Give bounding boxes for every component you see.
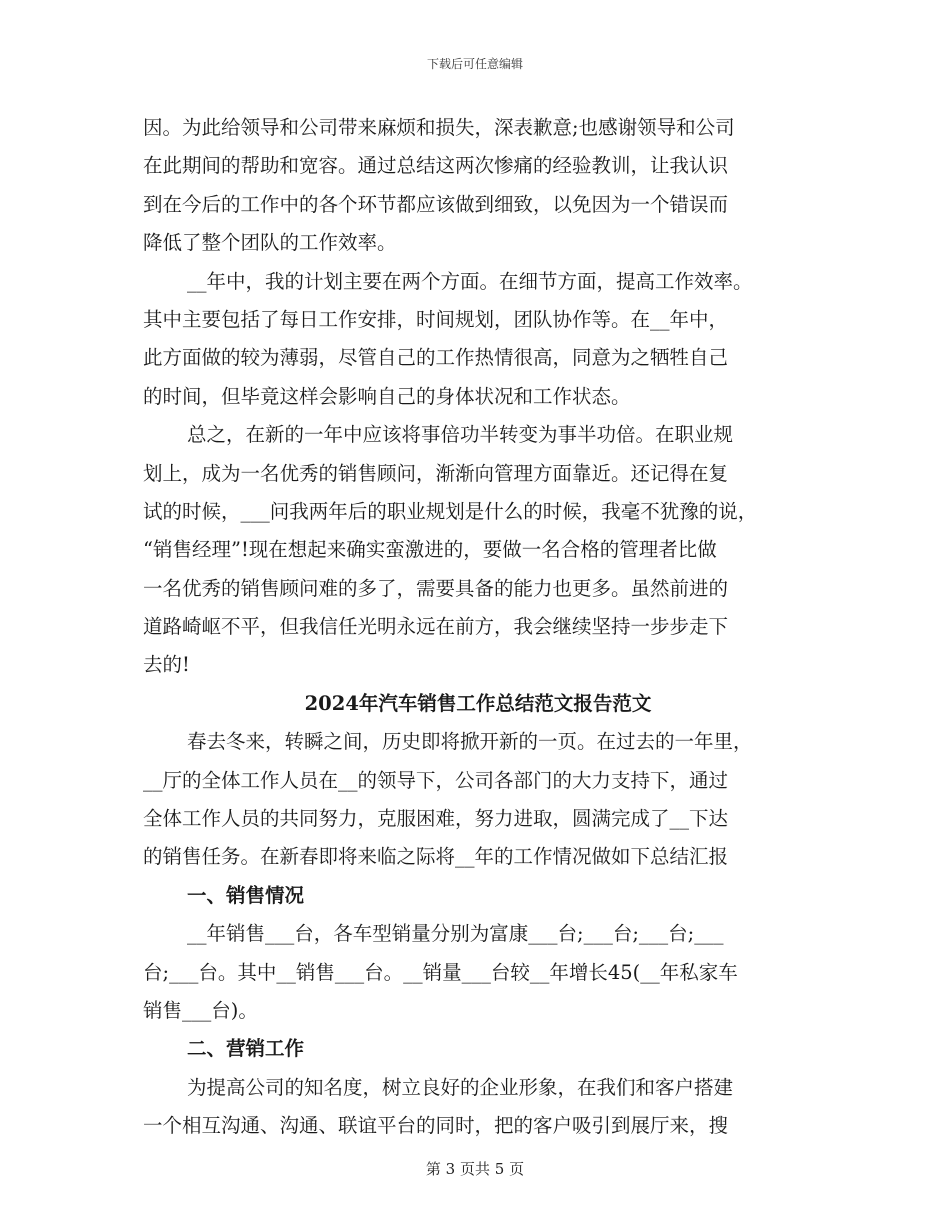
paragraph-line: __年中，我的计划主要在两个方面。在细节方面，提高工作效率。 — [187, 269, 753, 293]
paragraph-line: 其中主要包括了每日工作安排，时间规划，团队协作等。在__年中， — [143, 307, 729, 331]
paragraph-line: 在此期间的帮助和宽容。通过总结这两次惨痛的经验教训，让我认识 — [143, 154, 729, 178]
paragraph-line: 划上，成为一名优秀的销售顾问，渐渐向管理方面靠近。还记得在复 — [143, 461, 729, 485]
paragraph-line: 此方面做的较为薄弱，尽管自己的工作热情很高，同意为之牺牲自己 — [143, 346, 729, 370]
paragraph-line: 的时间，但毕竟这样会影响自己的身体状况和工作状态。 — [143, 384, 631, 408]
paragraph-line: 一名优秀的销售顾问难的多了，需要具备的能力也更多。虽然前进的 — [143, 576, 729, 600]
paragraph-line: 到在今后的工作中的各个环节都应该做到细致，以免因为一个错误而 — [143, 192, 729, 216]
paragraph-line: 为提高公司的知名度，树立良好的企业形象，在我们和客户搭建 — [187, 1075, 734, 1099]
paragraph-line: 总之，在新的一年中应该将事倍功半转变为事半功倍。在职业规 — [187, 423, 734, 447]
paragraph-line: 道路崎岖不平，但我信任光明永远在前方，我会继续坚持一步步走下 — [143, 615, 729, 639]
paragraph-line: __厅的全体工作人员在__的领导下，公司各部门的大力支持下，通过 — [143, 768, 729, 792]
subsection-heading: 二、营销工作 — [187, 1037, 305, 1061]
section-title: 2024年汽车销售工作总结范文报告范文 — [304, 691, 652, 715]
paragraph-line: 降低了整个团队的工作效率。 — [143, 231, 397, 255]
paragraph-line: 试的时候，___问我两年后的职业规划是什么的时候，我毫不犹豫的说， — [143, 499, 758, 523]
subsection-heading: 一、销售情况 — [187, 883, 305, 907]
paragraph-line: 春去冬来，转瞬之间，历史即将掀开新的一页。在过去的一年里， — [187, 730, 753, 754]
document-body — [143, 109, 813, 1146]
paragraph-line: 全体工作人员的共同努力，克服困难，努力进取，圆满完成了__下达 — [143, 807, 729, 831]
paragraph-line: 一个相互沟通、沟通、联谊平台的同时，把的客户吸引到展厅来，搜 — [143, 1114, 729, 1138]
paragraph-line: 因。为此给领导和公司带来麻烦和损失，深表歉意;也感谢领导和公司 — [143, 116, 735, 139]
paragraph-line: __年销售___台，各车型销量分别为富康___台;___台;___台;___ — [187, 922, 724, 946]
paragraph-line: 去的! — [143, 653, 190, 677]
paragraph-line: “销售经理”!现在想起来确实蛮激进的，要做一名合格的管理者比做 — [143, 538, 717, 562]
paragraph-line: 台;___台。其中__销售___台。__销量___台较__年增长45(__年私家车 — [143, 960, 738, 984]
paragraph-line: 销售___台)。 — [143, 998, 258, 1022]
paragraph-line: 的销售任务。在新春即将来临之际将__年的工作情况做如下总结汇报 — [143, 845, 729, 869]
page-header: 下载后可任意编辑 — [426, 57, 523, 71]
page-number: 第 3 页共 5 页 — [425, 1160, 525, 1178]
